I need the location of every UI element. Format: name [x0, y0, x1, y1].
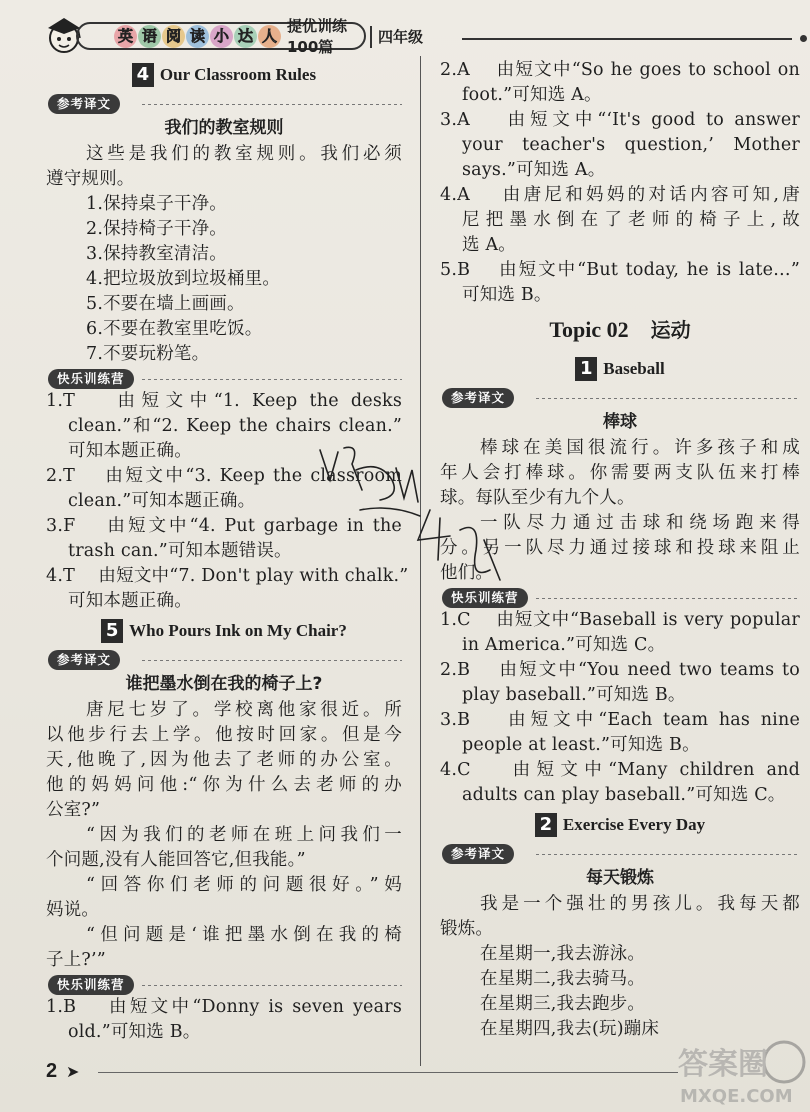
rule-item: 6.不要在教室里吃饭。 — [86, 319, 263, 339]
text-line: 他的妈妈问他:“你为什么去老师的办 — [46, 775, 402, 795]
text-line: “但问题是‘谁把墨水倒在我的椅 — [86, 925, 402, 945]
rule-item: 5.不要在墙上画画。 — [86, 294, 245, 314]
text-line: 唐尼七岁了。学校离他家很近。所 — [86, 700, 402, 720]
answer-line: clean.”可知本题正确。 — [68, 491, 256, 511]
rule-item: 4.把垃圾放到垃圾桶里。 — [86, 269, 281, 289]
translation-title: 棒球 — [603, 412, 637, 432]
section-number: 5 — [101, 619, 123, 643]
tag-row — [440, 386, 800, 408]
translation-tag: 参考译文 — [48, 94, 120, 114]
title-char: 小 — [210, 25, 233, 48]
answer-line: 1.C 由短文中“Baseball is very popular — [440, 610, 800, 630]
tag-row — [440, 586, 800, 608]
topic-cn: 运动 — [650, 318, 691, 342]
text-line: 遵守规则。 — [46, 169, 135, 189]
series-title-pill — [76, 17, 366, 56]
title-char: 读 — [186, 25, 209, 48]
text-line: 以他步行去上学。他按时回家。但是今 — [46, 725, 402, 745]
section-title: Exercise Every Day — [562, 815, 706, 834]
rule-item: 1.保持桌子干净。 — [86, 194, 227, 214]
answer-line: says.”可知选 A。 — [462, 160, 606, 180]
text-line: 这些是我们的教室规则。我们必须 — [86, 144, 402, 164]
answer-line: in America.”可知选 C。 — [462, 635, 666, 655]
section-heading — [440, 354, 800, 384]
answer-line: 2.T 由短文中“3. Keep the classroom — [46, 466, 402, 486]
section-title: Baseball — [603, 359, 665, 378]
text-line: 年人会打棒球。你需要两支队伍来打棒 — [440, 463, 800, 483]
text-line: “因为我们的老师在班上问我们一 — [86, 825, 402, 845]
answer-line: 1.T 由短文中“1. Keep the desks — [46, 391, 402, 411]
book-header — [42, 14, 808, 54]
text-line: 个问题,没有人能回答它,但我能。” — [46, 850, 306, 870]
translation-tag: 参考译文 — [48, 650, 120, 670]
answer-line: 2.A 由短文中“So he goes to school on — [440, 60, 800, 80]
translation-title: 每天锻炼 — [586, 868, 654, 888]
header-dot — [800, 35, 807, 42]
right-column — [440, 58, 800, 1042]
text-line: 他们。 — [440, 563, 494, 583]
rule-item: 2.保持椅子干净。 — [86, 219, 227, 239]
text-line: 分。另一队尽力通过接球和投球来阻止 — [440, 538, 800, 558]
grade-label: 四年级 — [378, 28, 424, 46]
answer-line: 3.B 由短文中“Each team has nine — [440, 710, 800, 730]
answer-line: 可知本题正确。 — [68, 441, 192, 461]
answer-line: 4.A 由唐尼和妈妈的对话内容可知,唐 — [440, 185, 800, 205]
answer-line: old.”可知选 B。 — [68, 1022, 201, 1042]
svg-text:答案圈: 答案圈 — [678, 1047, 768, 1082]
section-title: Who Pours Ink on My Chair? — [129, 621, 347, 640]
answer-line: 3.F 由短文中“4. Put garbage in the — [46, 516, 402, 536]
answer-line: people at least.”可知选 B。 — [462, 735, 700, 755]
title-char: 达 — [234, 25, 257, 48]
column-divider — [420, 56, 421, 1066]
answer-line: foot.”可知选 A。 — [462, 85, 602, 105]
series-title — [114, 25, 281, 48]
text-line: 公室?” — [46, 800, 101, 820]
training-tag: 快乐训练营 — [442, 588, 528, 608]
answer-line: 4.T 由短文中“7. Don't play with chalk.” — [46, 566, 409, 586]
section-heading — [46, 60, 402, 90]
translation-tag: 参考译文 — [442, 844, 514, 864]
section-number: 4 — [132, 63, 154, 87]
answer-line: your teacher's question,’ Mother — [462, 135, 800, 155]
section-heading — [46, 616, 402, 646]
text-line: 妈说。 — [46, 900, 100, 920]
training-tag: 快乐训练营 — [48, 369, 134, 389]
header-separator — [370, 26, 372, 48]
text-line: 棒球在美国很流行。许多孩子和成 — [480, 438, 800, 458]
text-line: 天,他晚了,因为他去了老师的办公室。 — [46, 750, 402, 770]
rule-item: 3.保持教室清洁。 — [86, 244, 227, 264]
answer-line: 选 A。 — [462, 235, 517, 255]
answer-line: 可知本题正确。 — [68, 591, 192, 611]
tag-row — [46, 973, 402, 995]
answer-line: 1.B 由短文中“Donny is seven years — [46, 997, 402, 1017]
rule-item: 7.不要玩粉笔。 — [86, 344, 210, 364]
training-tag: 快乐训练营 — [48, 975, 134, 995]
tag-row — [46, 367, 402, 389]
topic-heading — [440, 308, 800, 352]
text-line: 我是一个强壮的男孩儿。我每天都 — [480, 894, 800, 914]
answer-line: adults can play baseball.”可知选 C。 — [462, 785, 786, 805]
translation-title: 谁把墨水倒在我的椅子上? — [125, 674, 323, 694]
tag-row — [46, 648, 402, 670]
answer-line: 可知选 B。 — [462, 285, 552, 305]
series-subtitle: 提优训练100篇 — [287, 17, 348, 56]
answer-line: 尼把墨水倒在了老师的椅子上,故 — [462, 210, 800, 230]
answer-line: 4.C 由短文中“Many children and — [440, 760, 800, 780]
footer-rule — [98, 1072, 678, 1073]
left-column — [46, 58, 409, 1045]
answer-line: play baseball.”可知选 B。 — [462, 685, 686, 705]
title-char: 阅 — [162, 25, 185, 48]
section-title: Our Classroom Rules — [159, 65, 317, 84]
title-char: 人 — [258, 25, 281, 48]
header-rule — [462, 38, 792, 40]
day-item: 在星期一,我去游泳。 — [480, 944, 646, 964]
section-heading — [440, 810, 800, 840]
translation-title: 我们的教室规则 — [164, 118, 284, 138]
page-number: 2 — [46, 1060, 58, 1082]
topic-label: Topic 02 — [549, 317, 629, 342]
title-char: 语 — [138, 25, 161, 48]
text-line: “回答你们老师的问题很好。”妈 — [86, 875, 402, 895]
text-line: 锻炼。 — [440, 919, 494, 939]
svg-text:MXQE.COM: MXQE.COM — [680, 1086, 793, 1107]
title-char: 英 — [114, 25, 137, 48]
translation-tag: 参考译文 — [442, 388, 514, 408]
text-line: 子上?’” — [46, 950, 106, 970]
answer-line: 5.B 由短文中“But today, he is late…” — [440, 260, 800, 280]
text-line: 一队尽力通过击球和绕场跑来得 — [480, 513, 800, 533]
day-item: 在星期三,我去跑步。 — [480, 994, 646, 1014]
answer-line: 2.B 由短文中“You need two teams to — [440, 660, 800, 680]
day-item: 在星期四,我去(玩)蹦床 — [480, 1019, 660, 1039]
section-number: 2 — [535, 813, 557, 837]
tag-row — [46, 92, 402, 114]
arrow-icon: ➤ — [66, 1062, 80, 1081]
section-number: 1 — [575, 357, 597, 381]
tag-row — [440, 842, 800, 864]
answer-line: clean.”和“2. Keep the chairs clean.” — [68, 416, 402, 436]
answer-line: trash can.”可知本题错误。 — [68, 541, 292, 561]
day-item: 在星期二,我去骑马。 — [480, 969, 646, 989]
text-line: 球。每队至少有九个人。 — [440, 488, 635, 508]
answer-line: 3.A 由短文中“‘It's good to answer — [440, 110, 800, 130]
